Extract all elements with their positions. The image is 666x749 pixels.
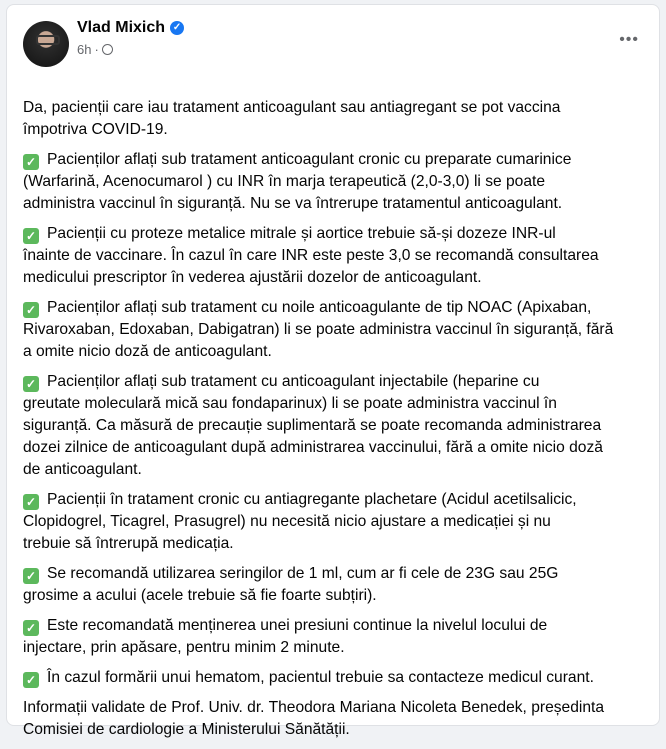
check-mark-button-icon: ✓ [23, 154, 39, 170]
checklist-item [23, 563, 653, 607]
checklist-item [23, 297, 653, 363]
text-line: a omite nicio doză de anticoagulant. [23, 343, 272, 360]
text-line: de anticoagulant. [23, 461, 142, 478]
text-line: Pacienții în tratament cronic cu antiagregante plachetare (Acidul acetilsalicic, [47, 491, 577, 508]
globe-icon [102, 44, 113, 55]
text-line: injectare, prin apăsare, pentru minim 2 minute. [23, 639, 345, 656]
check-mark-button-icon: ✓ [23, 568, 39, 584]
text-line: În cazul formării unui hematom, pacientul trebuie sa contacteze medicul curant. [47, 669, 594, 686]
checklist-item [23, 667, 653, 689]
more-options-button[interactable]: ••• [619, 31, 639, 48]
verified-badge-icon: ✓ [170, 21, 184, 35]
check-mark-button-icon: ✓ [23, 376, 39, 392]
text-line: grosime a acului (acele trebuie să fie foarte subțiri). [23, 587, 377, 604]
paragraph [23, 97, 653, 141]
separator: · [94, 42, 99, 57]
text-line: Se recomandă utilizarea seringilor de 1 ml, cum ar fi cele de 23G sau 25G [47, 565, 559, 582]
text-line: Pacienții cu proteze metalice mitrale și aortice trebuie să-și dozeze INR-ul [47, 225, 556, 242]
paragraph [23, 697, 653, 741]
text-line: înainte de vaccinare. În cazul în care INR este peste 3,0 se recomandă consultarea [23, 247, 599, 264]
text-line: Pacienților aflați sub tratament cu noile anticoagulante de tip NOAC (Apixaban, [47, 299, 592, 316]
check-mark-button-icon: ✓ [23, 620, 39, 636]
text-line: Pacienților aflați sub tratament anticoagulant cronic cu preparate cumarinice [47, 151, 572, 168]
checklist-item [23, 223, 653, 289]
check-mark-button-icon: ✓ [23, 228, 39, 244]
check-mark-button-icon: ✓ [23, 302, 39, 318]
text-line: medicului prescriptor în vederea ajustării dozelor de anticoagulant. [23, 269, 482, 286]
text-line: dozei zilnice de anticoagulant după administrarea vaccinului, fără a omite nicio doză [23, 439, 603, 456]
text-line: Da, pacienții care iau tratament anticoagulant sau antiagregant se pot vaccina [23, 99, 561, 116]
checklist-item [23, 149, 653, 215]
text-line: Rivaroxaban, Edoxaban, Dabigatran) li se poate administra vaccinul în siguranță, fără [23, 321, 614, 338]
post-card [6, 4, 660, 738]
text-line: (Warfarină, Acenocumarol ) cu INR în marja terapeutică (2,0-3,0) li se poate [23, 173, 546, 190]
text-line: administra vaccinul în siguranță. Nu se va întrerupe tratamentul anticoagulant. [23, 195, 563, 212]
avatar[interactable] [23, 21, 69, 67]
checklist-item [23, 371, 653, 481]
text-line: greutate moleculară mică sau fondaparinux) li se poate administra vaccinul în [23, 395, 557, 412]
text-line: Informații validate de Prof. Univ. dr. Theodora Mariana Nicoleta Benedek, președinta [23, 699, 605, 716]
author-name[interactable]: Vlad Mixich [77, 19, 166, 36]
text-line: Pacienților aflați sub tratament cu anticoagulant injectabile (heparine cu [47, 373, 540, 390]
check-mark-button-icon: ✓ [23, 672, 39, 688]
check-mark-button-icon: ✓ [23, 494, 39, 510]
post-text [23, 97, 653, 749]
text-line: siguranță. Ca măsură de precauție suplimentară se poate recomanda administrarea [23, 417, 602, 434]
post-meta [77, 42, 113, 57]
text-line: Clopidogrel, Ticagrel, Prasugrel) nu necesită nicio ajustare a medicației și nu [23, 513, 551, 530]
checklist-item [23, 489, 653, 555]
text-line: împotriva COVID-19. [23, 121, 168, 138]
author-row [77, 19, 184, 37]
post-time[interactable]: 6h [77, 42, 92, 57]
text-line: Este recomandată menținerea unei presiuni continue la nivelul locului de [47, 617, 548, 634]
text-line: trebuie să întrerupă medicația. [23, 535, 234, 552]
checklist-item [23, 615, 653, 659]
text-line: Comisiei de cardiologie a Ministerului Sănătății. [23, 721, 350, 738]
